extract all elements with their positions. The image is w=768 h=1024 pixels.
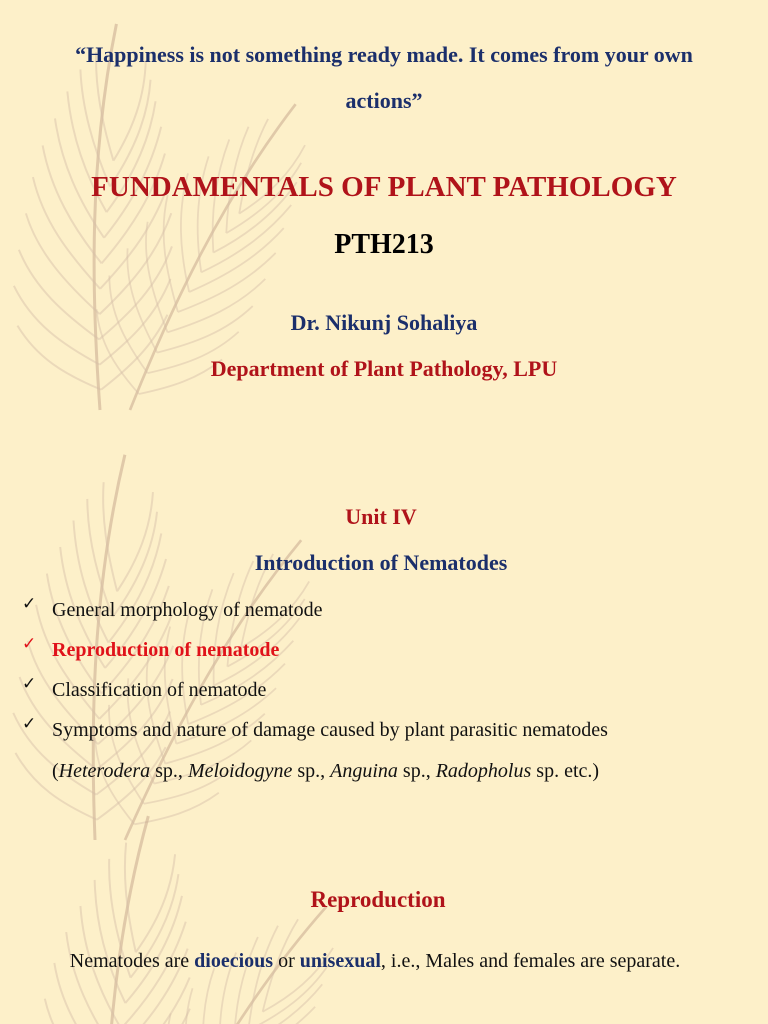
topic-examples: (Heterodera sp., Meloidogyne sp., Anguina sp., Radopholus sp. etc.) (52, 760, 600, 782)
topic-label: Classification of nematode (52, 679, 267, 701)
course-code: PTH213 (334, 229, 434, 260)
check-icon: ✓ (22, 634, 37, 654)
key-term: unisexual (299, 950, 381, 972)
section-heading: Reproduction (310, 887, 446, 912)
quote-line-1: “Happiness is not something ready made. It comes from your own (75, 42, 693, 67)
topic-label: Reproduction of nematode (52, 639, 280, 661)
topic-label: General morphology of nematode (52, 599, 323, 621)
author-name: Dr. Nikunj Sohaliya (290, 310, 478, 335)
key-term: dioecious (194, 950, 274, 972)
topic-list (22, 590, 738, 792)
check-icon: ✓ (22, 714, 37, 734)
reproduction-paragraph: Nematodes are dioecious or unisexual, i.e., Males and females are separate. (69, 950, 681, 972)
genus-name: Heterodera (58, 760, 151, 782)
course-title: FUNDAMENTALS OF PLANT PATHOLOGY (91, 171, 677, 203)
check-icon: ✓ (22, 674, 37, 694)
genus-name: Radopholus (435, 760, 532, 782)
unit-topic: Introduction of Nematodes (254, 550, 508, 575)
quote-line-2: actions” (345, 88, 423, 113)
topic-item (22, 590, 738, 630)
topic-item (22, 710, 738, 792)
topic-item (22, 670, 738, 710)
genus-name: Anguina (330, 760, 398, 782)
topic-label: Symptoms and nature of damage caused by plant parasitic nematodes (52, 719, 608, 741)
unit-label: Unit IV (345, 504, 417, 529)
author-department: Department of Plant Pathology, LPU (210, 356, 558, 381)
check-icon: ✓ (22, 594, 37, 614)
topic-item-active (22, 630, 738, 670)
genus-name: Meloidogyne (187, 760, 293, 782)
motivational-quote (14, 32, 754, 124)
